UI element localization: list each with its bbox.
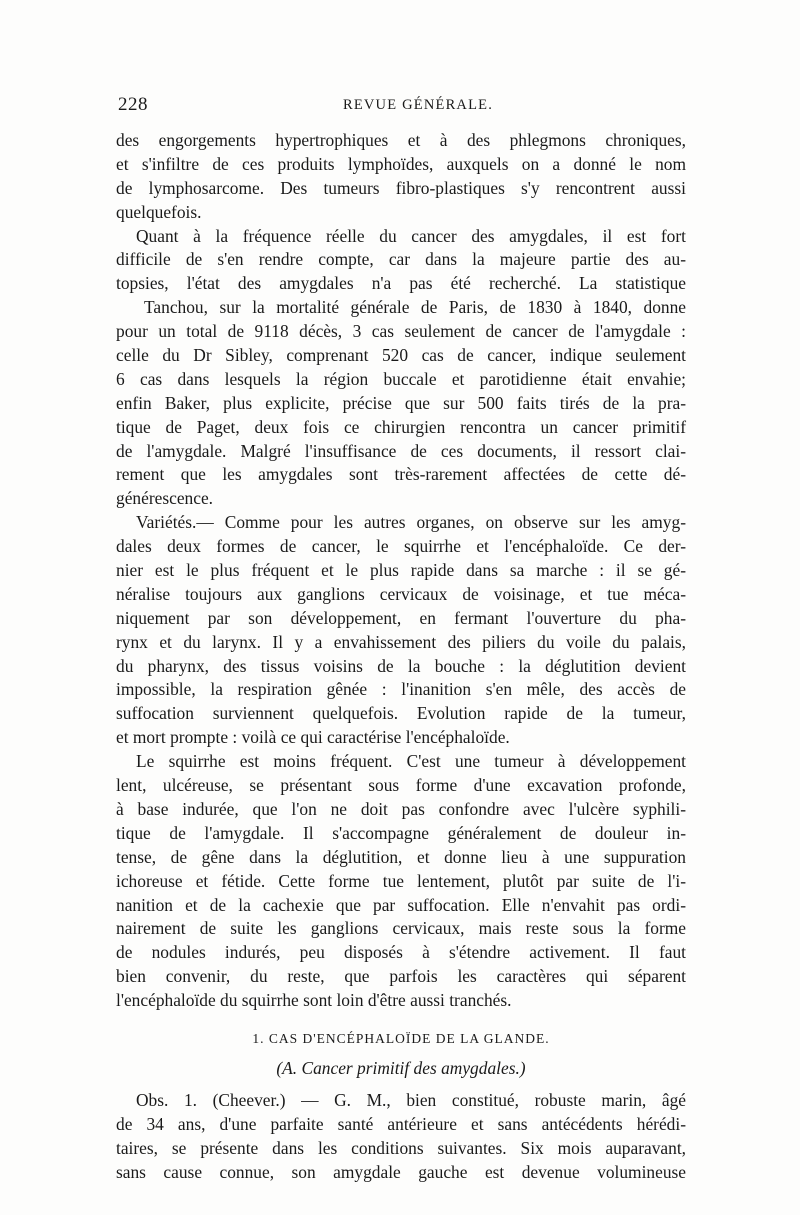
text-line: tique de Paget, deux fois ce chirurgien rencontra un cancer primitif <box>116 416 686 437</box>
text-line: suffocation surviennent quelquefois. Evolution rapide de la tumeur, <box>116 703 686 724</box>
text-line: néralise toujours aux ganglions cervicaux de voisinage, et tue méca- <box>116 583 686 604</box>
text-line: de 34 ans, d'une parfaite santé antérieure et sans antécédents hérédi- <box>116 1113 686 1134</box>
text-line: taires, se présente dans les conditions suivantes. Six mois auparavant, <box>116 1137 686 1158</box>
text-line: topsies, l'état des amygdales n'a pas été recherché. La statistique <box>116 273 686 294</box>
running-head: REVUE GÉNÉRALE. <box>342 97 494 113</box>
text-line: enfin Baker, plus explicite, précise que sur 500 faits tirés de la pra- <box>116 392 686 413</box>
subsection-title <box>116 1053 686 1083</box>
text-line: bien convenir, du reste, que parfois les caractères qui séparent <box>116 966 686 987</box>
text-line: Variétés.— Comme pour les autres organes, on observe sur les amyg- <box>136 512 686 533</box>
text-line: pour un total de 9118 décès, 3 cas seulement de cancer de l'amygdale : <box>116 321 686 342</box>
text-line: dales deux formes de cancer, le squirrhe et l'encéphaloïde. Ce der- <box>116 536 686 557</box>
body-text <box>116 129 686 1185</box>
text-line: l'encéphaloïde du squirrhe sont loin d'être aussi tranchés. <box>116 990 512 1011</box>
text-line: Tanchou, sur la mortalité générale de Paris, de 1830 à 1840, donne <box>144 297 686 318</box>
text-line: générescence. <box>116 488 214 509</box>
page-number: 228 <box>118 94 148 115</box>
text-line: du pharynx, des tissus voisins de la bouche : la déglutition devient <box>116 655 686 676</box>
text-line: rynx et du larynx. Il y a envahissement des piliers du voile du palais, <box>116 631 686 652</box>
text-line: tique de l'amygdale. Il s'accompagne généralement de douleur in- <box>116 822 686 843</box>
text-line: ichoreuse et fétide. Cette forme tue lentement, plutôt par suite de l'i- <box>116 870 686 891</box>
text-line: de lymphosarcome. Des tumeurs fibro-plastiques s'y rencontrent aussi <box>116 177 686 198</box>
text-line: de nodules indurés, peu disposés à s'étendre activement. Il faut <box>116 942 686 963</box>
text-line: sans cause connue, son amygdale gauche est devenue volumineuse <box>116 1161 686 1182</box>
subsection-title-text: (A. Cancer primitif des amygdales.) <box>276 1057 526 1078</box>
text-line: lent, ulcéreuse, se présentant sous forme d'une excavation profonde, <box>116 775 686 796</box>
section-title: 1. CAS D'ENCÉPHALOÏDE DE LA GLANDE. <box>252 1030 550 1046</box>
text-line: difficile de s'en rendre compte, car dans la majeure partie des au- <box>116 249 686 270</box>
text-line: nairement de suite les ganglions cervicaux, mais reste sous la forme <box>116 918 686 939</box>
text-line: celle du Dr Sibley, comprenant 520 cas de cancer, indique seulement <box>116 345 686 366</box>
page-header <box>118 94 688 118</box>
text-line: quelquefois. <box>116 201 202 222</box>
text-line: 6 cas dans lesquels la région buccale et parotidienne était envahie; <box>116 368 686 389</box>
text-line: impossible, la respiration gênée : l'inanition s'en mêle, des accès de <box>116 679 686 700</box>
text-line: Obs. 1. (Cheever.) — G. M., bien constitué, robuste marin, âgé <box>136 1089 686 1110</box>
text-line: et mort prompte : voilà ce qui caractérise l'encéphaloïde. <box>116 727 510 748</box>
text-line: tense, de gêne dans la déglutition, et donne lieu à une suppuration <box>116 846 686 867</box>
text-line: à base indurée, que l'on ne doit pas confondre avec l'ulcère syphili- <box>116 798 686 819</box>
text-line: de l'amygdale. Malgré l'insuffisance de ces documents, il ressort clai- <box>116 440 686 461</box>
text-line: Quant à la fréquence réelle du cancer des amygdales, il est fort <box>136 225 686 246</box>
text-line: Le squirrhe est moins fréquent. C'est une tumeur à développement <box>136 751 686 772</box>
text-line: et s'infiltre de ces produits lymphoïdes, auxquels on a donné le nom <box>116 153 686 174</box>
text-line: nier est le plus fréquent et le plus rapide dans sa marche : il se gé- <box>116 560 686 581</box>
text-line: des engorgements hypertrophiques et à des phlegmons chroniques, <box>116 130 686 150</box>
text-line: rement que les amygdales sont très-rarement affectées de cette dé- <box>116 464 686 485</box>
text-line: niquement par son développement, en fermant l'ouverture du pha- <box>116 607 686 628</box>
text-line: nanition et de la cachexie que par suffocation. Elle n'envahit pas ordi- <box>116 894 686 915</box>
